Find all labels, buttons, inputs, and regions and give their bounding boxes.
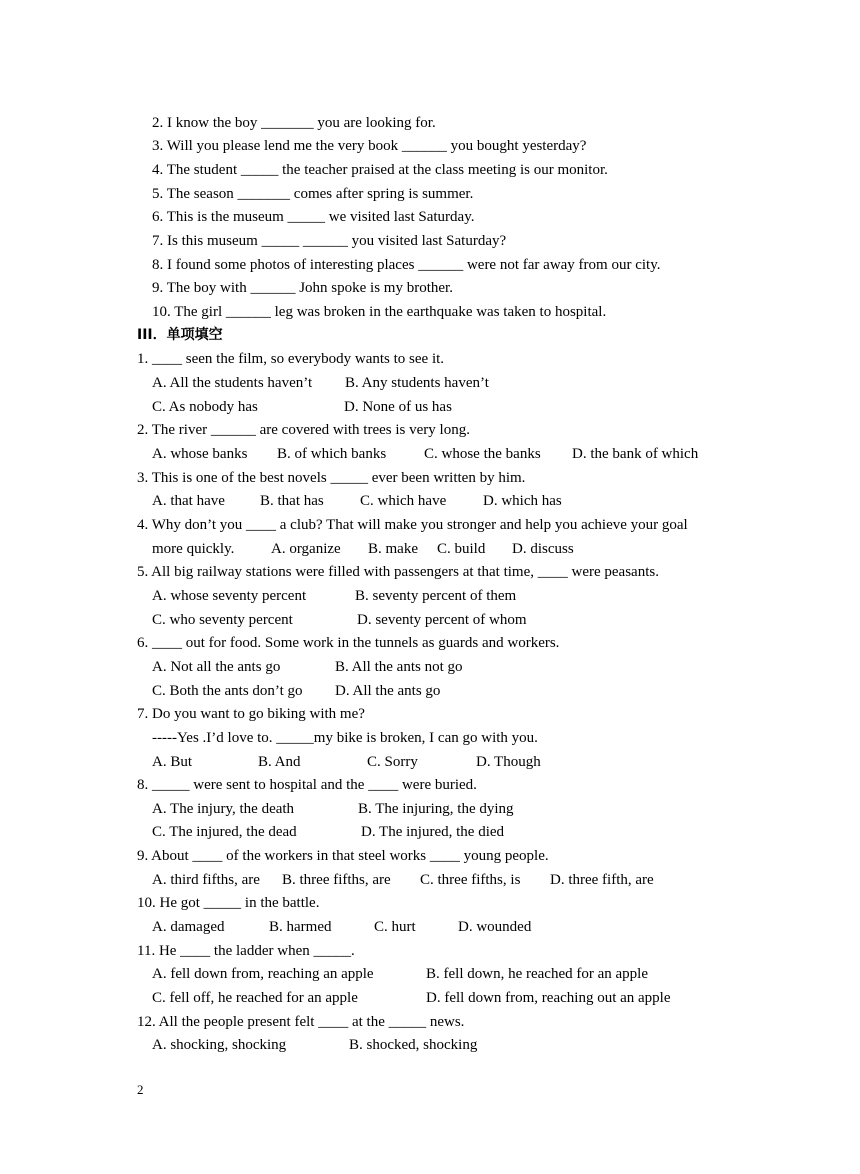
fill-item-4: 4. The student _____ the teacher praised at the class meeting is our monitor. (152, 162, 608, 178)
option-a: A. whose banks (152, 446, 248, 462)
option-d: D. All the ants go (335, 683, 441, 699)
question-3-stem: 3. This is one of the best novels _____ ever been written by him. (137, 470, 526, 486)
option-b: B. harmed (269, 919, 332, 935)
option-a: A. damaged (152, 919, 225, 935)
option-b: B. All the ants not go (335, 659, 463, 675)
option-c: C. The injured, the dead (152, 824, 297, 840)
option-d: D. None of us has (344, 399, 452, 415)
fill-item-6: 6. This is the museum _____ we visited last Saturday. (152, 209, 475, 225)
question-4-stem: 4. Why don’t you ____ a club? That will make you stronger and help you achieve your goal (137, 517, 688, 533)
option-a: A. third fifths, are (152, 872, 260, 888)
option-d: D. fell down from, reaching out an apple (426, 990, 671, 1006)
option-d: D. which has (483, 493, 562, 509)
option-c: C. fell off, he reached for an apple (152, 990, 358, 1006)
section-title: III．单项填空 (137, 327, 223, 343)
option-c: C. which have (360, 493, 447, 509)
option-a: A. All the students haven’t (152, 375, 313, 391)
question-4-stem-continued: more quickly. (152, 541, 235, 557)
option-c: C. Sorry (367, 754, 418, 770)
option-d: D. seventy percent of whom (357, 612, 527, 628)
option-a: A. fell down from, reaching an apple (152, 966, 374, 982)
option-c: C. three fifths, is (420, 872, 521, 888)
option-c: C. Both the ants don’t go (152, 683, 303, 699)
option-a: A. that have (152, 493, 225, 509)
option-a: A. shocking, shocking (152, 1037, 287, 1053)
option-b: B. fell down, he reached for an apple (426, 966, 648, 982)
option-a: A. But (152, 754, 193, 770)
option-d: D. discuss (512, 541, 574, 557)
option-a: A. organize (271, 541, 341, 557)
option-b: B. shocked, shocking (349, 1037, 478, 1053)
option-c: C. hurt (374, 919, 416, 935)
fill-item-10: 10. The girl ______ leg was broken in the earthquake was taken to hospital. (152, 304, 607, 320)
option-b: B. seventy percent of them (355, 588, 517, 604)
option-b: B. And (258, 754, 301, 770)
question-5-stem: 5. All big railway stations were filled with passengers at that time, ____ were peasants. (137, 564, 659, 580)
page-number: 2 (137, 1082, 144, 1097)
option-d: D. the bank of which (572, 446, 699, 462)
option-c: C. build (437, 541, 486, 557)
fill-item-8: 8. I found some photos of interesting places ______ were not far away from our city. (152, 257, 661, 273)
option-c: C. whose the banks (424, 446, 541, 462)
option-b: B. of which banks (277, 446, 387, 462)
question-8-stem: 8. _____ were sent to hospital and the ____ were buried. (137, 777, 477, 793)
fill-item-2: 2. I know the boy _______ you are looking for. (152, 115, 436, 131)
question-6-stem: 6. ____ out for food. Some work in the tunnels as guards and workers. (137, 635, 560, 651)
option-b: B. make (368, 541, 418, 557)
option-d: D. Though (476, 754, 541, 770)
fill-item-7: 7. Is this museum _____ ______ you visited last Saturday? (152, 233, 507, 249)
question-7-stem: 7. Do you want to go biking with me? (137, 706, 365, 722)
option-b: B. three fifths, are (282, 872, 391, 888)
option-c: C. who seventy percent (152, 612, 293, 628)
fill-item-3: 3. Will you please lend me the very book ______ you bought yesterday? (152, 138, 587, 154)
question-1-stem: 1. ____ seen the film, so everybody wants to see it. (137, 351, 445, 367)
option-a: A. Not all the ants go (152, 659, 281, 675)
option-a: A. The injury, the death (152, 801, 295, 817)
question-10-stem: 10. He got _____ in the battle. (137, 895, 320, 911)
option-d: D. three fifth, are (550, 872, 654, 888)
question-7-reply: -----Yes .I’d love to. _____my bike is broken, I can go with you. (152, 730, 538, 746)
option-b: B. that has (260, 493, 324, 509)
fill-item-5: 5. The season _______ comes after spring is summer. (152, 186, 474, 202)
question-2-stem: 2. The river ______ are covered with trees is very long. (137, 422, 470, 438)
option-a: A. whose seventy percent (152, 588, 307, 604)
option-b: B. Any students haven’t (345, 375, 489, 391)
question-12-stem: 12. All the people present felt ____ at the _____ news. (137, 1014, 465, 1030)
option-c: C. As nobody has (152, 399, 258, 415)
option-b: B. The injuring, the dying (358, 801, 514, 817)
question-11-stem: 11. He ____ the ladder when _____. (137, 943, 355, 959)
option-d: D. The injured, the died (361, 824, 505, 840)
fill-item-9: 9. The boy with ______ John spoke is my brother. (152, 280, 453, 296)
question-9-stem: 9. About ____ of the workers in that steel works ____ young people. (137, 848, 549, 864)
option-d: D. wounded (458, 919, 532, 935)
